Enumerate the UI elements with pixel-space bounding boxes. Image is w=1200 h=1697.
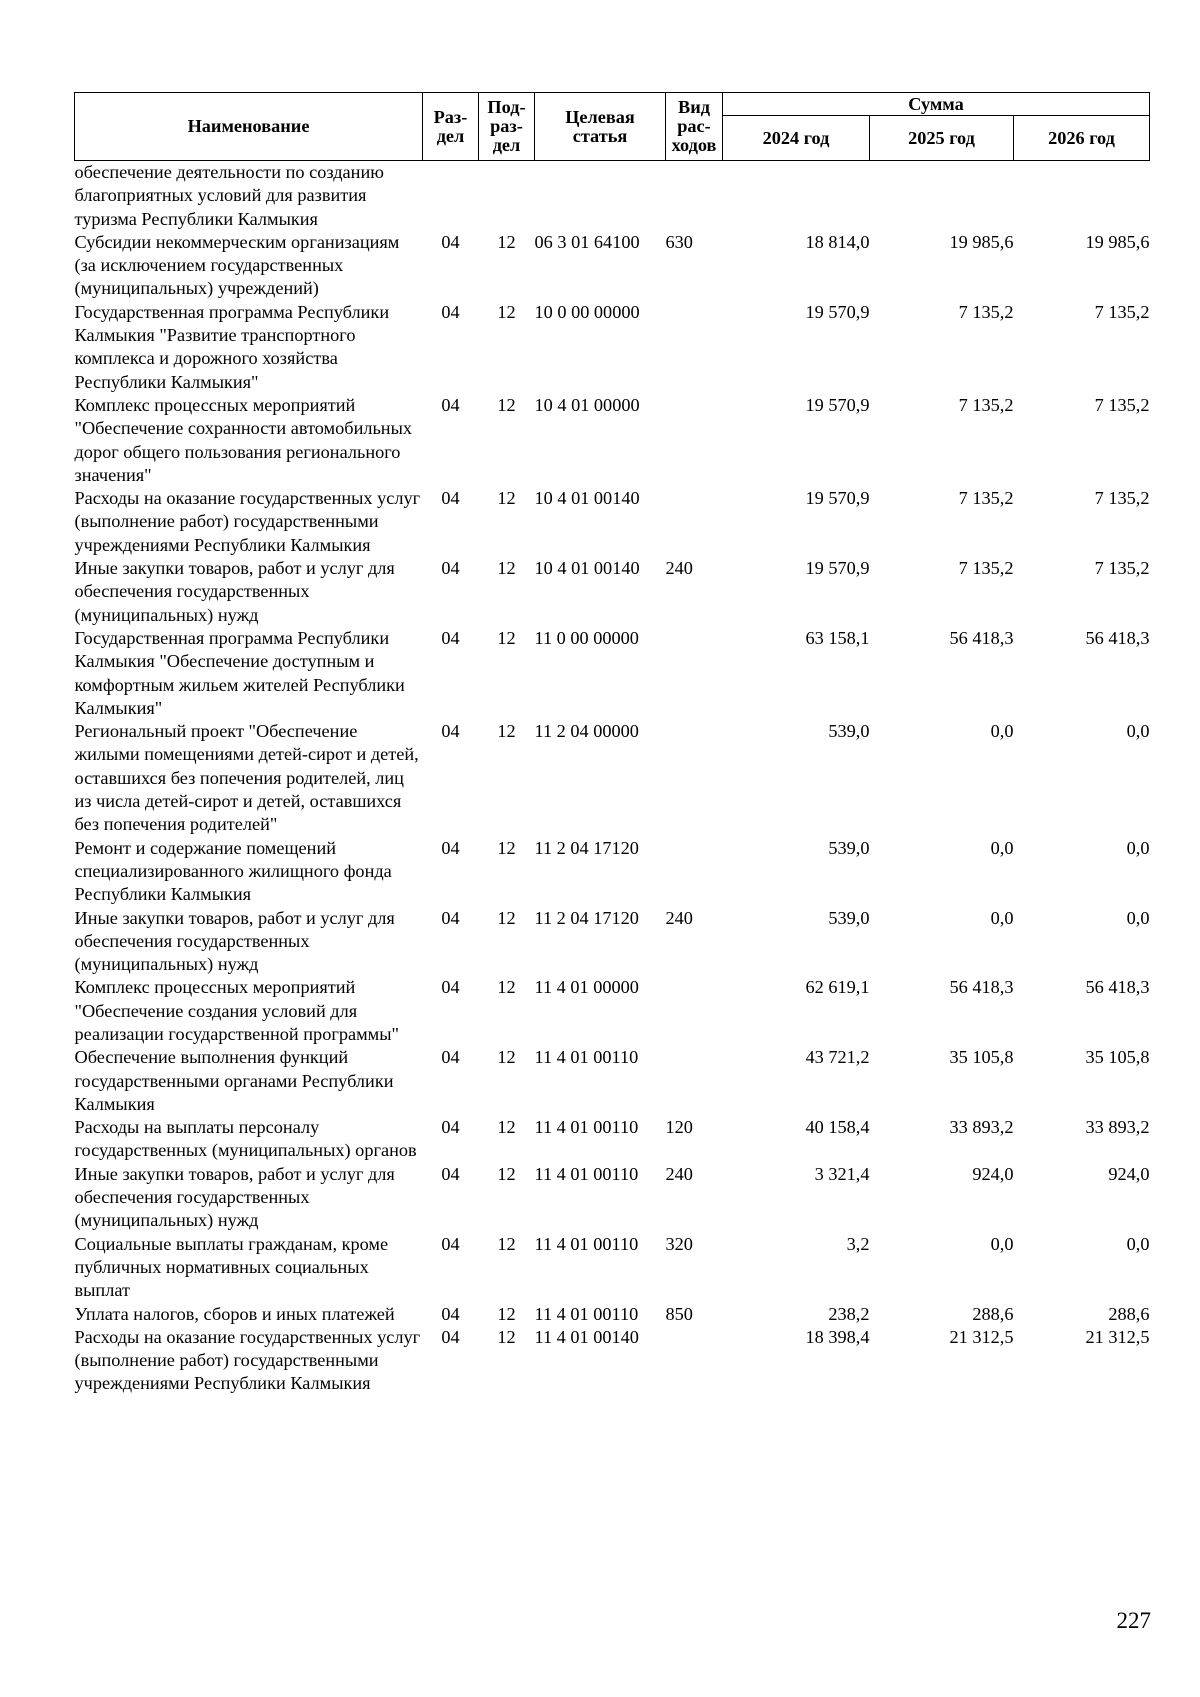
cell-sum-2026: 0,0 xyxy=(1126,837,1150,858)
header-expense-type xyxy=(666,93,723,161)
cell-expense-type xyxy=(666,301,723,394)
table-row xyxy=(75,1326,1150,1396)
cell-sum-2025: 0,0 xyxy=(990,907,1014,928)
cell-podrazdel: 12 xyxy=(497,977,516,998)
cell-name: Региональный проект "Обеспечение жилыми помещениями детей-сирот и детей, оставшихся без попечения родителей, лиц из числа детей-сирот и детей, оставшихся без попечения родителей" xyxy=(74,721,419,835)
cell-expense-type xyxy=(666,720,723,836)
cell-podrazdel: 12 xyxy=(497,1047,516,1068)
cell-podrazdel: 12 xyxy=(497,1233,516,1254)
cell-podrazdel: 12 xyxy=(497,558,516,579)
cell-razdel: 04 xyxy=(441,231,460,252)
cell-name: Уплата налогов, сборов и иных платежей xyxy=(74,1303,395,1324)
cell-target-article: 10 4 01 00140 xyxy=(534,558,640,579)
cell-expense-type xyxy=(666,837,723,907)
cell-podrazdel: 12 xyxy=(497,1326,516,1347)
table-row xyxy=(75,557,1150,627)
cell-sum-2025: 56 418,3 xyxy=(949,627,1014,648)
cell-expense-type xyxy=(666,1046,723,1116)
table-row xyxy=(75,1116,1150,1163)
table-row xyxy=(75,394,1150,487)
cell-expense-type: 630 xyxy=(665,231,693,252)
table-body xyxy=(75,161,1150,1396)
cell-sum-2026: 56 418,3 xyxy=(1085,977,1150,998)
cell-sum-2025: 33 893,2 xyxy=(949,1117,1014,1138)
cell-target-article: 11 2 04 17120 xyxy=(534,907,639,928)
cell-podrazdel: 12 xyxy=(497,231,516,252)
cell-target-article: 11 0 00 00000 xyxy=(534,627,639,648)
cell-sum-2025: 56 418,3 xyxy=(949,977,1014,998)
cell-sum-2024: 3 321,4 xyxy=(814,1163,870,1184)
cell-sum-2024: 539,0 xyxy=(828,837,870,858)
cell-sum-2026: 35 105,8 xyxy=(1085,1047,1150,1068)
cell-sum-2025: 21 312,5 xyxy=(949,1326,1014,1347)
cell-sum-2024: 40 158,4 xyxy=(805,1117,870,1138)
header-podrazdel xyxy=(479,93,535,161)
header-expense-type-label: Вид рас- ходов xyxy=(671,97,717,155)
cell-target-article: 10 0 00 00000 xyxy=(534,301,640,322)
cell-sum-2026: 7 135,2 xyxy=(1094,301,1150,322)
cell-expense-type: 120 xyxy=(665,1117,693,1138)
cell-target-article: 11 4 01 00110 xyxy=(534,1047,639,1068)
cell-target-article: 11 2 04 00000 xyxy=(534,721,639,742)
table-row xyxy=(75,487,1150,557)
cell-expense-type: 320 xyxy=(665,1233,693,1254)
cell-sum-2024: 63 158,1 xyxy=(805,627,870,648)
cell-sum-2024: 43 721,2 xyxy=(805,1047,870,1068)
cell-sum-2026 xyxy=(1014,161,1150,231)
cell-podrazdel xyxy=(479,161,535,231)
header-target-article-label: Целевая статья xyxy=(565,106,635,146)
cell-razdel: 04 xyxy=(441,1233,460,1254)
cell-sum-2024: 238,2 xyxy=(828,1303,870,1324)
cell-podrazdel: 12 xyxy=(497,488,516,509)
cell-name: Субсидии некоммерческим организациям (за исключением государственных (муниципальных) учреждений) xyxy=(74,231,400,299)
header-razdel xyxy=(423,93,479,161)
cell-target-article: 10 4 01 00140 xyxy=(534,488,640,509)
header-sum xyxy=(723,93,1150,116)
cell-target-article: 11 4 01 00110 xyxy=(534,1233,639,1254)
cell-razdel: 04 xyxy=(441,1163,460,1184)
cell-target-article: 11 4 01 00110 xyxy=(534,1303,639,1324)
cell-expense-type xyxy=(666,394,723,487)
cell-expense-type: 240 xyxy=(665,1163,693,1184)
cell-podrazdel: 12 xyxy=(497,1303,516,1324)
table-header xyxy=(75,93,1150,161)
cell-sum-2025: 7 135,2 xyxy=(958,488,1014,509)
table-row xyxy=(75,231,1150,301)
cell-sum-2024 xyxy=(723,161,870,231)
cell-sum-2025: 288,6 xyxy=(972,1303,1014,1324)
header-year-2025-label: 2025 год xyxy=(908,127,975,148)
cell-name: обеспечение деятельности по созданию благоприятных условий для развития туризма Республики Калмыкия xyxy=(74,162,384,229)
cell-sum-2026: 7 135,2 xyxy=(1094,488,1150,509)
table-row xyxy=(75,1233,1150,1303)
cell-podrazdel: 12 xyxy=(497,837,516,858)
cell-sum-2024: 19 570,9 xyxy=(805,488,870,509)
cell-sum-2026: 56 418,3 xyxy=(1085,627,1150,648)
cell-sum-2026: 7 135,2 xyxy=(1094,558,1150,579)
cell-name: Ремонт и содержание помещений специализированного жилищного фонда Республики Калмыкия xyxy=(74,837,392,905)
table-row xyxy=(75,627,1150,720)
cell-sum-2026: 0,0 xyxy=(1126,1233,1150,1254)
cell-podrazdel: 12 xyxy=(497,394,516,415)
cell-expense-type xyxy=(666,1326,723,1396)
cell-target-article: 11 2 04 17120 xyxy=(534,837,639,858)
cell-razdel: 04 xyxy=(441,1303,460,1324)
cell-sum-2026: 19 985,6 xyxy=(1085,231,1150,252)
cell-razdel: 04 xyxy=(441,627,460,648)
cell-razdel: 04 xyxy=(441,837,460,858)
cell-sum-2025: 7 135,2 xyxy=(958,558,1014,579)
cell-razdel: 04 xyxy=(441,721,460,742)
table-row xyxy=(75,301,1150,394)
cell-target-article: 11 4 01 00110 xyxy=(534,1163,639,1184)
cell-sum-2024: 62 619,1 xyxy=(805,977,870,998)
header-year-2024 xyxy=(723,116,870,161)
cell-expense-type xyxy=(666,487,723,557)
cell-sum-2025: 35 105,8 xyxy=(949,1047,1014,1068)
cell-sum-2025: 7 135,2 xyxy=(958,301,1014,322)
table-row xyxy=(75,161,1150,231)
cell-target-article: 10 4 01 00000 xyxy=(534,394,640,415)
cell-sum-2024: 539,0 xyxy=(828,721,870,742)
cell-expense-type xyxy=(666,161,723,231)
header-sum-label: Сумма xyxy=(908,93,964,114)
table-row xyxy=(75,837,1150,907)
cell-name: Комплекс процессных мероприятий "Обеспечение сохранности автомобильных дорог общего пользования регионального значения" xyxy=(74,394,413,485)
cell-razdel: 04 xyxy=(441,1117,460,1138)
cell-sum-2025: 0,0 xyxy=(990,721,1014,742)
cell-razdel: 04 xyxy=(441,394,460,415)
cell-sum-2025: 7 135,2 xyxy=(958,394,1014,415)
cell-podrazdel: 12 xyxy=(497,301,516,322)
cell-sum-2025: 19 985,6 xyxy=(949,231,1014,252)
page-number: 227 xyxy=(1116,1608,1151,1633)
cell-sum-2024: 3,2 xyxy=(846,1233,870,1254)
cell-sum-2024: 19 570,9 xyxy=(805,394,870,415)
cell-name: Расходы на оказание государственных услуг (выполнение работ) государственными учреждениями Республики Калмыкия xyxy=(74,1326,421,1394)
table-row xyxy=(75,720,1150,836)
cell-sum-2024: 18 814,0 xyxy=(805,231,870,252)
cell-name: Иные закупки товаров, работ и услуг для обеспечения государственных (муниципальных) нужд xyxy=(74,558,395,625)
cell-sum-2024: 539,0 xyxy=(828,907,870,928)
header-name-label: Наименование xyxy=(187,116,310,136)
cell-name: Комплекс процессных мероприятий "Обеспечение создания условий для реализации государственной программы" xyxy=(74,977,399,1044)
header-razdel-label: Раз- дел xyxy=(433,106,468,146)
cell-sum-2026: 7 135,2 xyxy=(1094,394,1150,415)
cell-razdel: 04 xyxy=(441,301,460,322)
cell-name: Иные закупки товаров, работ и услуг для обеспечения государственных (муниципальных) нужд xyxy=(74,1163,395,1231)
header-year-2025 xyxy=(870,116,1014,161)
header-podrazdel-label: Под- раз- дел xyxy=(487,97,526,155)
header-year-2026-label: 2026 год xyxy=(1048,127,1115,148)
cell-sum-2026: 0,0 xyxy=(1126,721,1150,742)
table-row xyxy=(75,1163,1150,1233)
cell-sum-2026: 21 312,5 xyxy=(1085,1326,1150,1347)
cell-sum-2025: 0,0 xyxy=(990,1233,1014,1254)
cell-razdel: 04 xyxy=(441,977,460,998)
cell-sum-2026: 288,6 xyxy=(1108,1303,1150,1324)
cell-target-article: 06 3 01 64100 xyxy=(534,231,640,252)
cell-name: Государственная программа Республики Калмыкия "Развитие транспортного комплекса и дорожного хозяйства Республики Калмыкия" xyxy=(74,301,390,392)
header-year-2024-label: 2024 год xyxy=(762,127,830,148)
cell-sum-2024: 19 570,9 xyxy=(805,301,870,322)
cell-name: Расходы на выплаты персоналу государственных (муниципальных) органов xyxy=(74,1117,417,1161)
cell-podrazdel: 12 xyxy=(497,1117,516,1138)
cell-podrazdel: 12 xyxy=(497,907,516,928)
header-name xyxy=(75,93,423,161)
cell-podrazdel: 12 xyxy=(497,1163,516,1184)
cell-sum-2025 xyxy=(870,161,1014,231)
cell-sum-2026: 924,0 xyxy=(1108,1163,1150,1184)
cell-name: Обеспечение выполнения функций государственными органами Республики Калмыкия xyxy=(74,1047,394,1114)
table-row xyxy=(75,1046,1150,1116)
cell-sum-2024: 19 570,9 xyxy=(805,558,870,579)
cell-sum-2026: 0,0 xyxy=(1126,907,1150,928)
cell-expense-type: 850 xyxy=(665,1303,693,1324)
table-row xyxy=(75,976,1150,1046)
table-row xyxy=(75,1303,1150,1326)
cell-name: Иные закупки товаров, работ и услуг для обеспечения государственных (муниципальных) нужд xyxy=(74,907,395,975)
cell-sum-2025: 0,0 xyxy=(990,837,1014,858)
table-row xyxy=(75,907,1150,977)
cell-razdel: 04 xyxy=(441,558,460,579)
cell-name: Государственная программа Республики Калмыкия "Обеспечение доступным и комфортным жильем жителей Республики Калмыкия" xyxy=(74,627,405,718)
cell-target-article: 11 4 01 00140 xyxy=(534,1326,639,1347)
cell-target-article: 11 4 01 00000 xyxy=(534,977,639,998)
cell-razdel: 04 xyxy=(441,1047,460,1068)
cell-target-article: 11 4 01 00110 xyxy=(534,1117,639,1138)
cell-sum-2024: 18 398,4 xyxy=(805,1326,870,1347)
cell-expense-type xyxy=(666,976,723,1046)
cell-razdel: 04 xyxy=(441,907,460,928)
cell-razdel xyxy=(423,161,479,231)
cell-sum-2025: 924,0 xyxy=(972,1163,1014,1184)
header-year-2026 xyxy=(1014,116,1150,161)
cell-expense-type: 240 xyxy=(665,907,693,928)
cell-razdel: 04 xyxy=(441,488,460,509)
cell-sum-2026: 33 893,2 xyxy=(1085,1117,1150,1138)
budget-table xyxy=(74,92,1150,1396)
cell-name: Социальные выплаты гражданам, кроме публичных нормативных социальных выплат xyxy=(74,1233,389,1301)
cell-expense-type: 240 xyxy=(665,558,693,579)
cell-expense-type xyxy=(666,627,723,720)
cell-podrazdel: 12 xyxy=(497,721,516,742)
header-target-article xyxy=(535,93,666,161)
cell-name: Расходы на оказание государственных услуг (выполнение работ) государственными учреждениями Республики Калмыкия xyxy=(74,488,421,555)
cell-target-article xyxy=(535,161,666,231)
cell-podrazdel: 12 xyxy=(497,627,516,648)
cell-razdel: 04 xyxy=(441,1326,460,1347)
